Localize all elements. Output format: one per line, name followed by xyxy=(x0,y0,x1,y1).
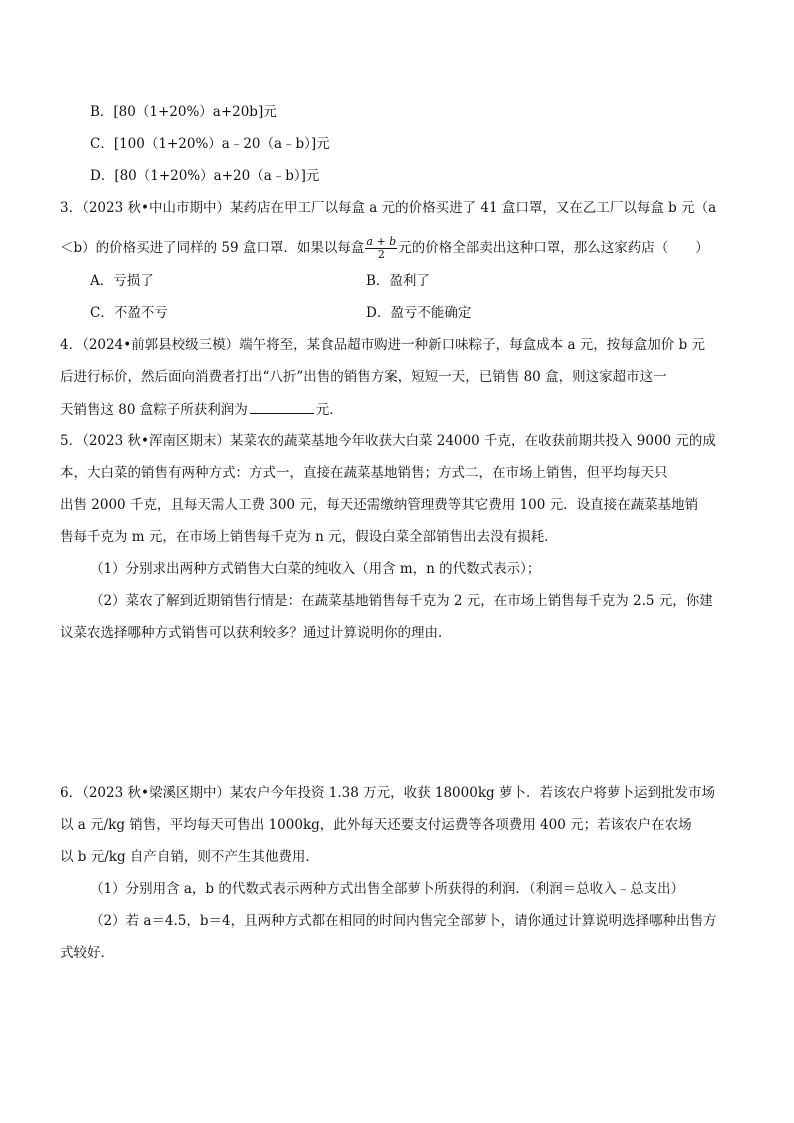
q3-option-c: C．不盈不亏 xyxy=(90,305,168,321)
q2-option-d: D．[80（1+20%）a+20（a﹣b）]元 xyxy=(90,168,320,184)
q5-stem-line1: 5．（2023 秋•浑南区期末）某菜农的蔬菜基地今年收获大白菜 24000 千克，在收获前期共投入 9000 元的成 xyxy=(60,433,716,449)
q5-stem-line3: 出售 2000 千克，且每天需人工费 300 元，每天还需缴纳管理费等其它费用 100 元．设直接在蔬菜基地销 xyxy=(60,497,699,513)
q5-subquestion-1: （1）分别求出两种方式销售大白菜的纯收入（用含 m，n 的代数式表示）； xyxy=(90,561,541,577)
q6-subquestion-1: （1）分别用含 a，b 的代数式表示两种方式出售全部萝卜所获得的利润．（利润＝总收入﹣总支出） xyxy=(90,881,685,897)
q3-stem-line1: 3．（2023 秋•中山市期中）某药店在甲工厂以每盒 a 元的价格买进了 41 盒口罩，又在乙工厂以每盒 b 元（a xyxy=(60,200,717,216)
q2-option-c: C．[100（1+20%）a﹣20（a﹣b）]元 xyxy=(90,136,330,152)
q2-option-b: B．[80（1+20%）a+20b]元 xyxy=(90,104,277,120)
q3-option-b: B．盈利了 xyxy=(366,273,430,289)
q4-stem-line3-unit: 元． xyxy=(315,402,343,418)
q6-stem-line1: 6．（2023 秋•梁溪区期中）某农户今年投资 1.38 万元，收获 18000kg 萝卜．若该农户将萝卜运到批发市场 xyxy=(60,785,715,801)
q5-subquestion-2-line2: 议菜农选择哪种方式销售可以获利较多？通过计算说明你的理由． xyxy=(60,625,452,641)
q6-subquestion-2-line2: 式较好． xyxy=(60,945,114,961)
q3-stem-line2 xyxy=(60,236,709,261)
q5-subquestion-2-line1: （2）菜农了解到近期销售行情是：在蔬菜基地销售每千克为 2 元，在市场上销售每千克为 2.5 元，你建 xyxy=(90,593,713,609)
q4-stem-line3 xyxy=(60,399,343,420)
q4-stem-line2: 后进行标价，然后面向消费者打出“八折”出售的销售方案，短短一天，已销售 80 盒，则这家超市这一 xyxy=(60,369,667,385)
q6-stem-line2: 以 a 元/kg 销售，平均每天可售出 1000kg，此外每天还要支付运费等各项费用 400 元；若该农户在农场 xyxy=(60,817,692,833)
q5-stem-line2: 本，大白菜的销售有两种方式：方式一，直接在蔬菜基地销售；方式二，在市场上销售，但平均每天只 xyxy=(60,465,668,481)
q5-stem-line4: 售每千克为 m 元，在市场上销售每千克为 n 元，假设白菜全部销售出去没有损耗． xyxy=(60,529,558,545)
q6-stem-line3: 以 b 元/kg 自产自销，则不产生其他费用． xyxy=(60,849,319,865)
answer-blank xyxy=(250,399,314,414)
q3-stem-text-before-fraction: ＜b）的价格买进了同样的 59 盒口罩．如果以每盒 xyxy=(60,240,365,256)
q3-fraction-denominator: 2 xyxy=(377,248,385,261)
q3-option-d: D．盈亏不能确定 xyxy=(366,305,472,321)
q3-fraction xyxy=(365,236,397,261)
q6-subquestion-2-line1: （2）若 a＝4.5，b＝4，且两种方式都在相同的时间内售完全部萝卜，请你通过计算说明选择哪种出售方 xyxy=(90,913,717,929)
q3-fraction-numerator: a + b xyxy=(366,235,397,248)
q3-stem-text-after-fraction: 元的价格全部卖出这种口罩，那么这家药店（ ） xyxy=(398,240,709,256)
q4-stem-line3-text: 天销售这 80 盒粽子所获利润为 xyxy=(60,402,248,418)
q3-option-a: A．亏损了 xyxy=(90,273,154,289)
q4-stem-line1: 4．（2024•前郭县校级三模）端午将至，某食品超市购进一种新口味粽子，每盒成本 a 元，按每盒加价 b 元 xyxy=(60,337,706,353)
